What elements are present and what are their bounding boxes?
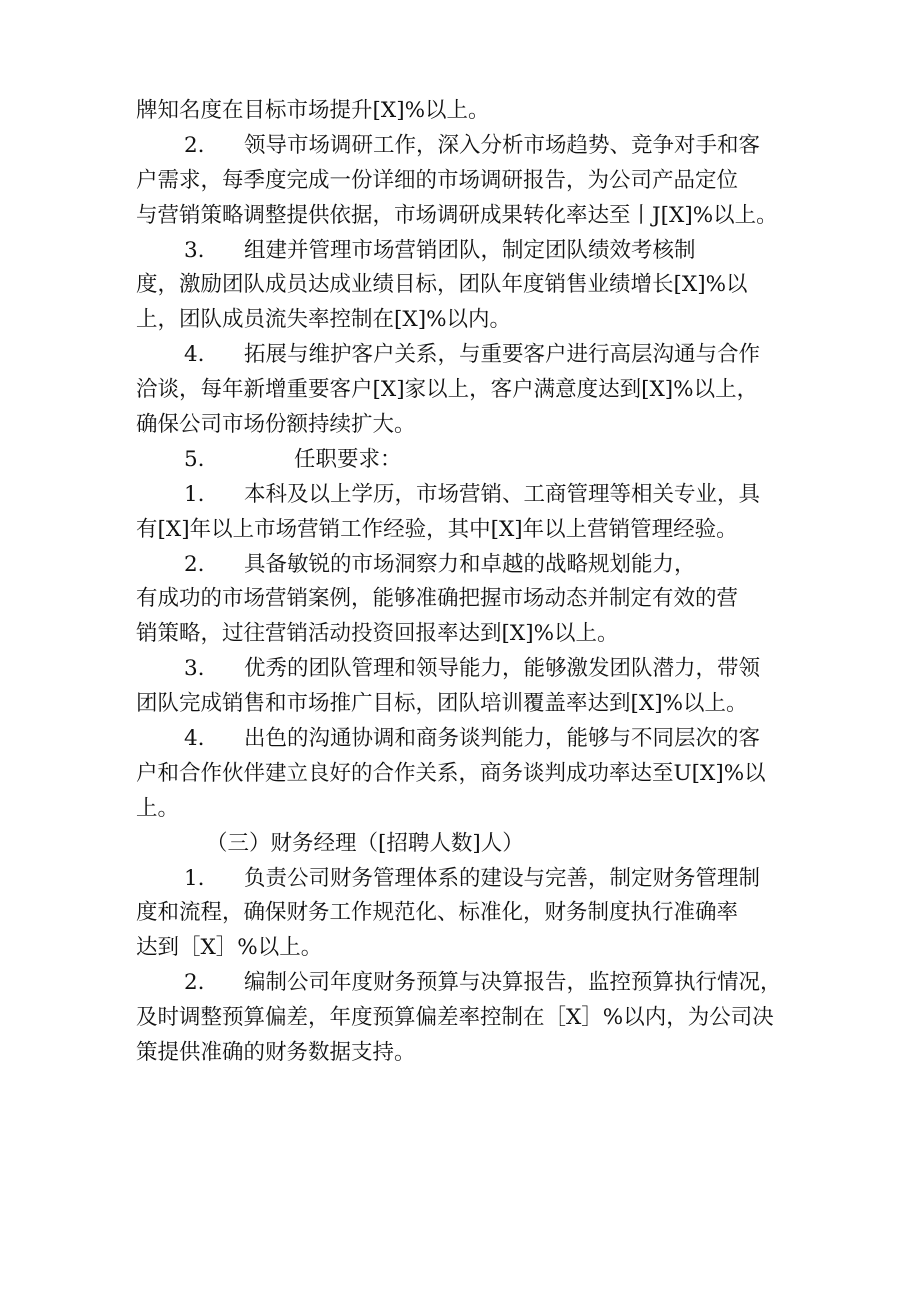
list-item: 2. 具备敏锐的市场洞察力和卓越的战略规划能力， xyxy=(136,548,796,583)
list-number: 1. xyxy=(184,481,205,507)
list-number: 2. xyxy=(184,132,205,158)
text-line: 确保公司市场份额持续扩大。 xyxy=(136,412,416,438)
text-line: 度和流程，确保财务工作规范化、标准化，财务制度执行准确率 xyxy=(136,900,739,926)
text-line: 团队完成销售和市场推广目标，团队培训覆盖率达到[X]%以上。 xyxy=(136,691,748,717)
list-item: 1. 本科及以上学历，市场营销、工商管理等相关专业，具 xyxy=(136,478,796,513)
document-body xyxy=(136,94,796,1071)
list-item: 1. 负责公司财务管理体系的建设与完善，制定财务管理制 xyxy=(136,862,796,897)
list-number: 2. xyxy=(184,970,205,996)
list-number: 2. xyxy=(184,551,205,577)
list-number: 3. xyxy=(184,656,205,682)
text-line: 有成功的市场营销案例，能够准确把握市场动态并制定有效的营 xyxy=(136,586,739,612)
text-line: 牌知名度在目标市场提升[X]%以上。 xyxy=(136,98,490,123)
text-line: 上。 xyxy=(136,795,180,821)
list-item: 2. 编制公司年度财务预算与决算报告，监控预算执行情况， xyxy=(136,966,796,1001)
list-item: 2. 领导市场调研工作，深入分析市场趋势、竞争对手和客 xyxy=(136,129,796,164)
text-line: 达到［X］%以上。 xyxy=(136,935,323,961)
list-number: 1. xyxy=(184,865,205,891)
text-line: 洽谈，每年新增重要客户[X]家以上，客户满意度达到[X]%以上， xyxy=(136,377,759,403)
text-line: 与营销策略调整提供依据，市场调研成果转化率达至丨J[X]%以上。 xyxy=(136,202,778,228)
list-number: 5. xyxy=(184,446,205,472)
text-line: 销策略，过往营销活动投资回报率达到[X]%以上。 xyxy=(136,621,619,647)
list-item: 3. 优秀的团队管理和领导能力，能够激发团队潜力，带领 xyxy=(136,652,796,687)
text-line: 度，激励团队成员达成业绩目标，团队年度销售业绩增长[X]%以 xyxy=(136,272,748,298)
list-item: 4. 拓展与维护客户关系，与重要客户进行高层沟通与合作 xyxy=(136,338,796,373)
list-item: 3. 组建并管理市场营销团队，制定团队绩效考核制 xyxy=(136,234,796,269)
text-line: 及时调整预算偏差，年度预算偏差率控制在［X］%以内，为公司决 xyxy=(136,1005,774,1031)
text-line: 有[X]年以上市场营销工作经验，其中[X]年以上营销管理经验。 xyxy=(136,516,738,542)
list-number: 4. xyxy=(184,726,205,752)
text-line: 上，团队成员流失率控制在[X]%以内。 xyxy=(136,307,512,333)
list-number: 4. xyxy=(184,342,205,368)
section-title: （三）财务经理（[招聘人数]人） xyxy=(206,830,524,856)
list-item: 4. 出色的沟通协调和商务谈判能力，能够与不同层次的客 xyxy=(136,722,796,757)
text-line: 户需求，每季度完成一份详细的市场调研报告，为公司产品定位 xyxy=(136,167,739,193)
list-number: 3. xyxy=(184,237,205,263)
text-line: 户和合作伙伴建立良好的合作关系，商务谈判成功率达至U[X]%以 xyxy=(136,760,766,786)
text-line: 策提供准确的财务数据支持。 xyxy=(136,1040,416,1066)
section-heading: 5. 任职要求： xyxy=(136,443,796,478)
